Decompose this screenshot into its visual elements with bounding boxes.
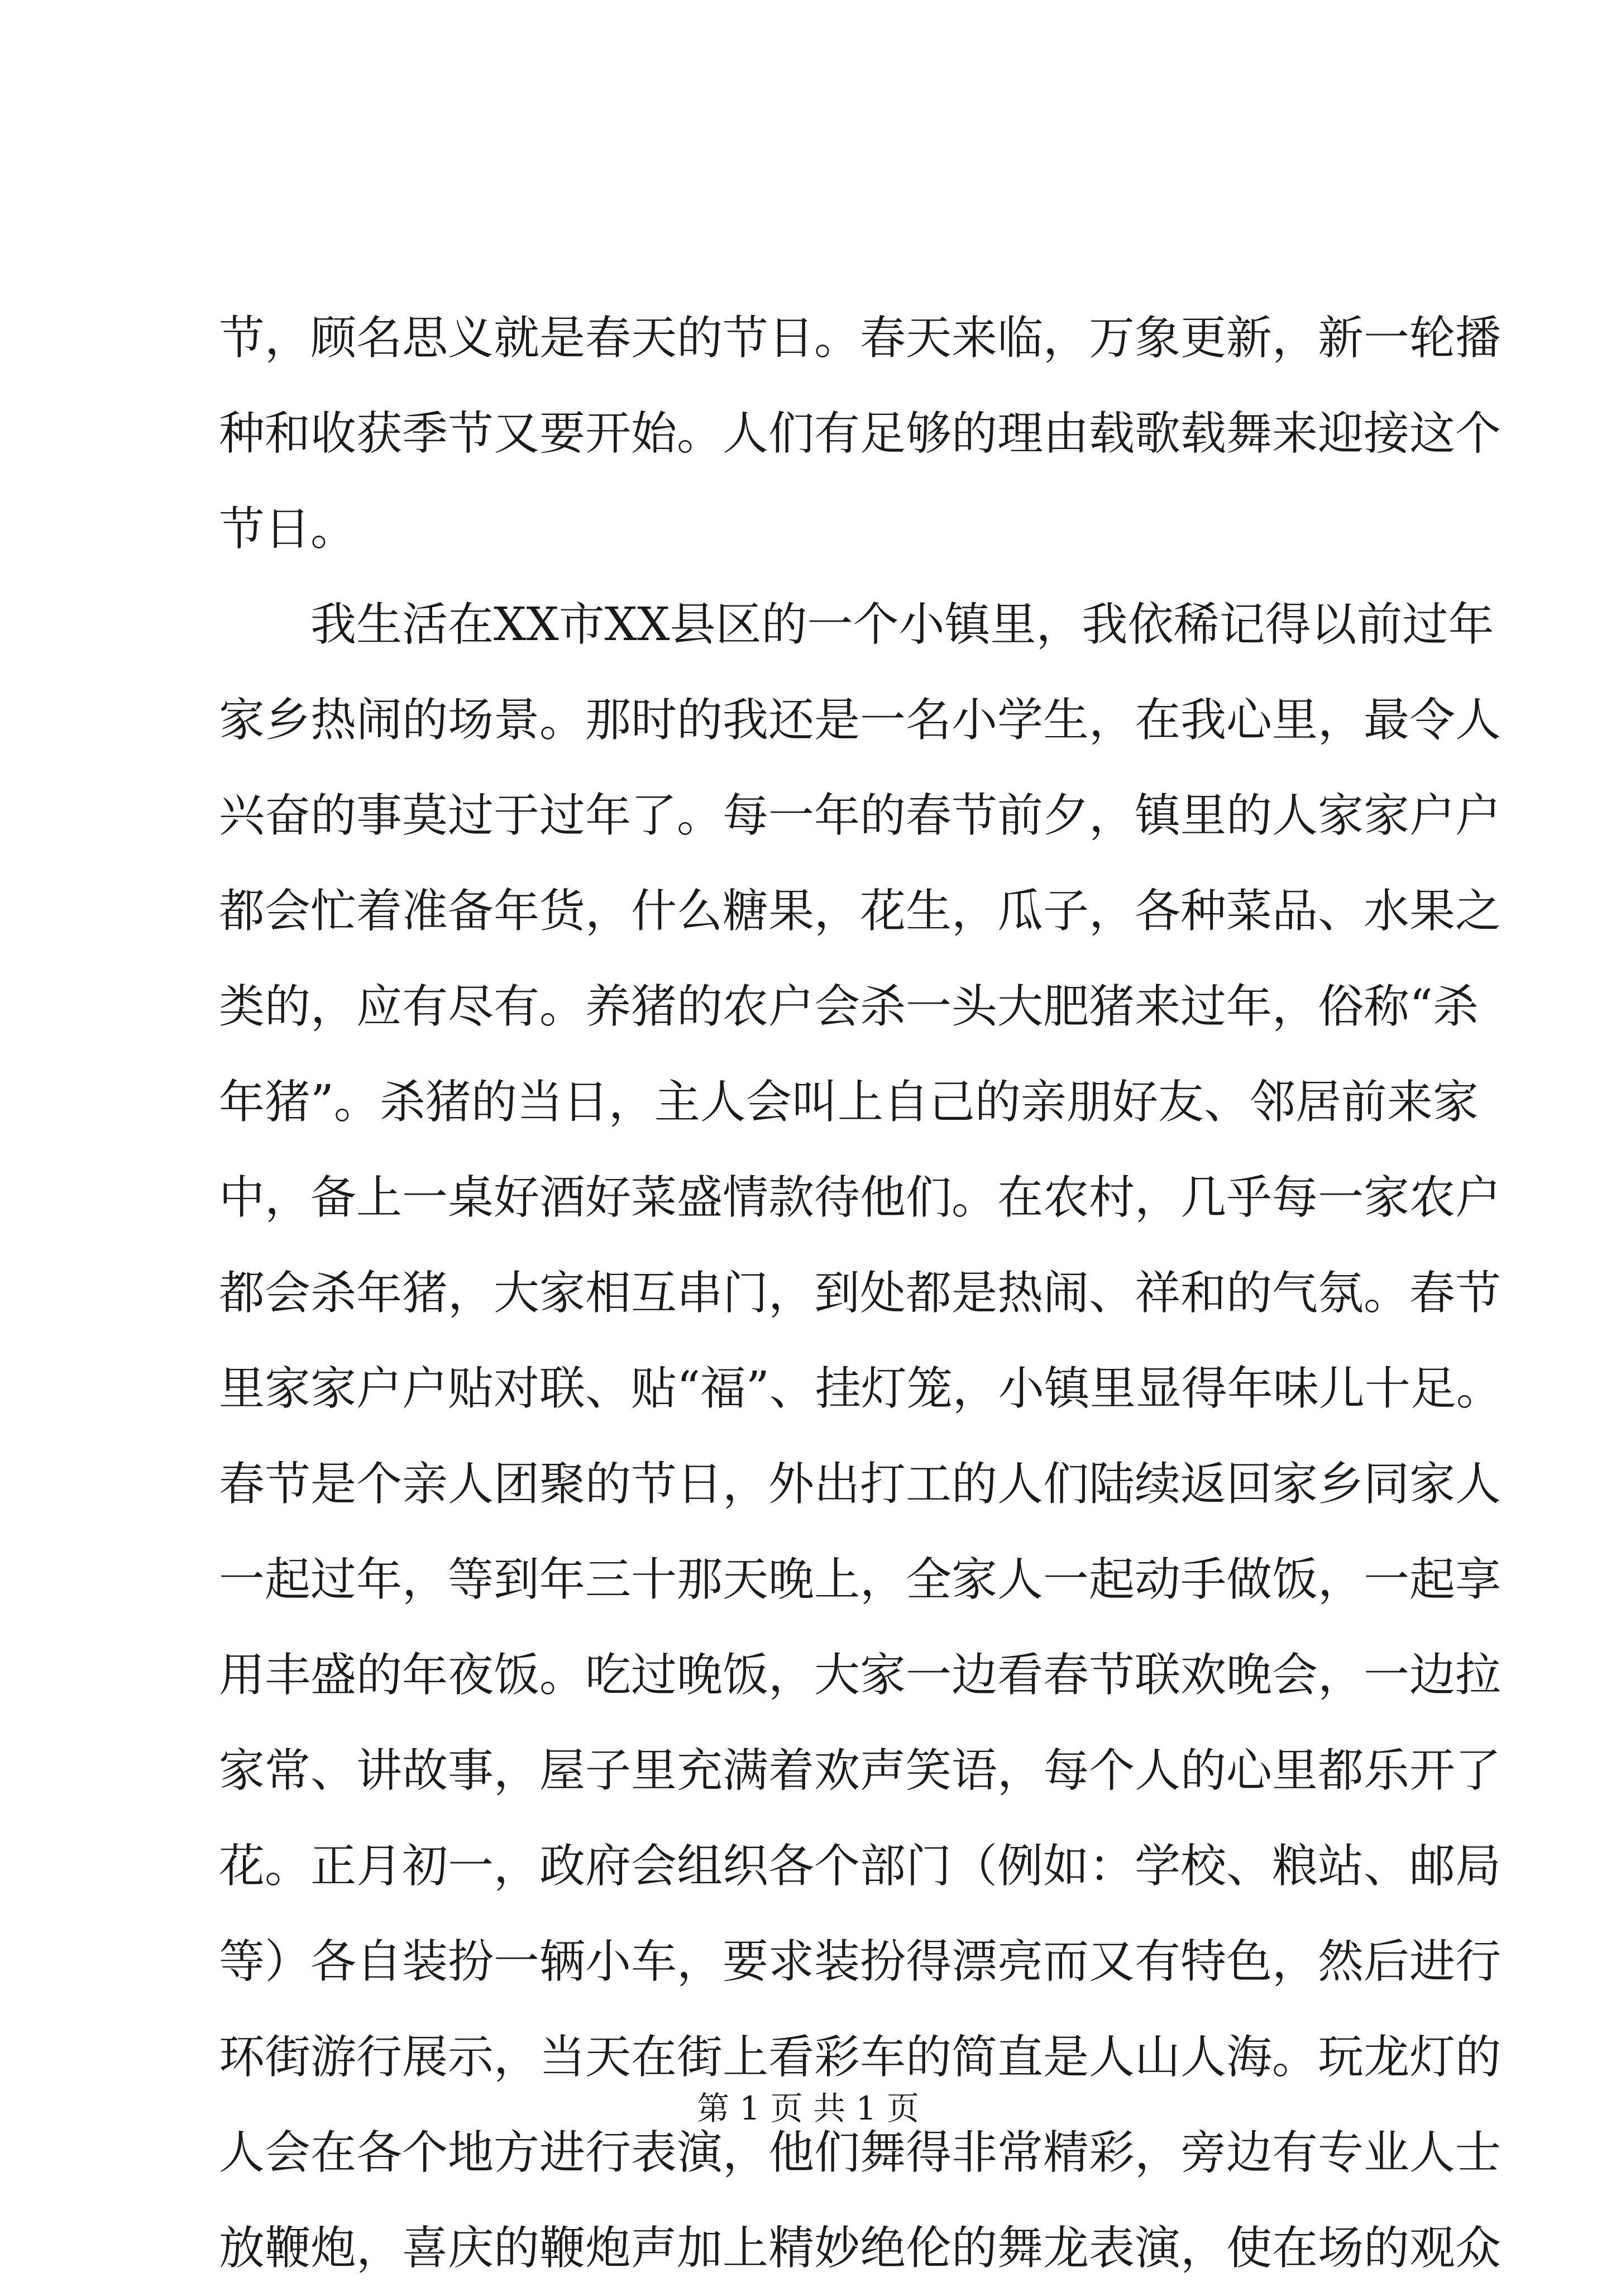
page-number-label: 第 1 页 共 1 页 [697,2089,919,2127]
text-line: 中，备上一桌好酒好菜盛情款待他们。在农村，几乎每一家农户 [219,1171,1502,1224]
text-line: 用丰盛的年夜饭。吃过晚饭，大家一边看春节联欢晚会，一边拉 [219,1649,1502,1702]
text-line: 节日。 [219,503,357,556]
text-line: 种和收获季节又要开始。人们有足够的理由载歌载舞来迎接这个 [219,407,1502,460]
text-line: 花。正月初一，政府会组织各个部门（例如：学校、粮站、邮局 [219,1840,1502,1893]
text-line: 都会忙着准备年货，什么糖果，花生，瓜子，各种菜品、水果之 [219,885,1502,938]
text-line: 类的，应有尽有。养猪的农户会杀一头大肥猪来过年，俗称“杀 [219,980,1479,1033]
text-line: 家常、讲故事，屋子里充满着欢声笑语，每个人的心里都乐开了 [219,1744,1502,1797]
page-footer [0,2089,1616,2128]
text-line: 年猪”。杀猪的当日，主人会叫上自己的亲朋好友、邻居前来家 [219,1076,1479,1129]
text-line: 节，顾名思义就是春天的节日。春天来临，万象更新，新一轮播 [219,312,1502,365]
text-line: 一起过年，等到年三十那天晚上，全家人一起动手做饭，一起享 [219,1553,1502,1606]
text-line: 里家家户户贴对联、贴“福”、挂灯笼，小镇里显得年味儿十足。 [219,1362,1502,1415]
body-text [219,290,1502,2296]
text-line: 都会杀年猪，大家相互串门，到处都是热闹、祥和的气氛。春节 [219,1267,1502,1320]
text-line: 放鞭炮，喜庆的鞭炮声加上精妙绝伦的舞龙表演，使在场的观众 [219,2222,1502,2275]
text-line: 家乡热闹的场景。那时的我还是一名小学生，在我心里，最令人 [219,694,1502,747]
text-line: 环街游行展示，当天在街上看彩车的简直是人山人海。玩龙灯的 [219,2031,1502,2084]
text-line: 我生活在XX市XX县区的一个小镇里，我依稀记得以前过年 [310,598,1494,651]
text-line: 兴奋的事莫过于过年了。每一年的春节前夕，镇里的人家家户户 [219,789,1502,842]
text-line: 人会在各个地方进行表演，他们舞得非常精彩，旁边有专业人士 [219,2126,1502,2179]
text-line: 春节是个亲人团聚的节日，外出打工的人们陆续返回家乡同家人 [219,1458,1502,1511]
text-line: 等）各自装扮一辆小车，要求装扮得漂亮而又有特色，然后进行 [219,1935,1502,1988]
